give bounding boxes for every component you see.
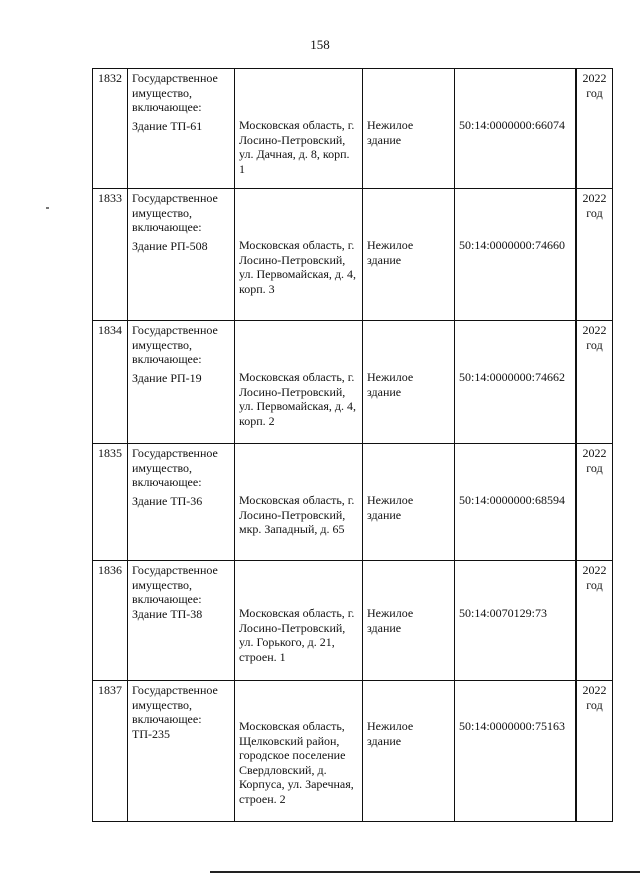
address-text: Московская область, Щелковский район, городское поселение Свердловский, д. Корпуса, ул. Заречная, строен. 2 <box>239 719 354 806</box>
table-row <box>93 561 613 681</box>
property-name-cell <box>128 69 235 189</box>
address-cell <box>235 681 363 822</box>
type-cell <box>363 69 455 189</box>
object-type: Нежилое здание <box>367 719 414 748</box>
cadastral-number: 50:14:0000000:74660 <box>459 238 566 252</box>
cadastral-cell <box>455 561 576 681</box>
object-name: Здание ТП-38 <box>132 606 203 621</box>
cadastral-number: 50:14:0000000:68594 <box>459 493 566 507</box>
address-text: Московская область, г. Лосино-Петровский, ул. Первомайская, д. 4, корп. 3 <box>239 238 356 296</box>
cadastral-cell <box>455 69 576 189</box>
owner-label: Государственное имущество, включающее: <box>132 446 218 489</box>
property-name-cell <box>128 681 235 822</box>
address-cell <box>235 561 363 681</box>
property-name-cell <box>128 561 235 681</box>
object-type: Нежилое здание <box>367 606 414 635</box>
table-row <box>93 189 613 321</box>
row-number: 1836 <box>93 561 128 681</box>
year-cell: 2022 год <box>577 321 613 444</box>
object-name: ТП-235 <box>132 726 170 741</box>
address-cell <box>235 69 363 189</box>
row-number: 1832 <box>93 69 128 189</box>
object-type: Нежилое здание <box>367 493 414 522</box>
property-registry-table <box>92 68 613 822</box>
object-type: Нежилое здание <box>367 370 414 399</box>
type-cell <box>363 561 455 681</box>
cadastral-number: 50:14:0000000:66074 <box>459 118 566 132</box>
object-name: Здание РП-508 <box>132 238 208 253</box>
year-cell: 2022 год <box>577 444 613 561</box>
address-text: Московская область, г. Лосино-Петровский, ул. Первомайская, д. 4, корп. 2 <box>239 370 356 428</box>
page-number: 158 <box>310 37 330 52</box>
cadastral-number: 50:14:0070129:73 <box>459 606 548 620</box>
object-name: Здание ТП-61 <box>132 118 203 133</box>
address-text: Московская область, г. Лосино-Петровский, мкр. Западный, д. 65 <box>239 493 355 536</box>
scan-artifact <box>46 207 49 209</box>
table-row <box>93 69 613 189</box>
cadastral-cell <box>455 681 576 822</box>
property-name-cell <box>128 444 235 561</box>
type-cell <box>363 321 455 444</box>
property-name-cell <box>128 321 235 444</box>
object-type: Нежилое здание <box>367 238 414 267</box>
owner-label: Государственное имущество, включающее: <box>132 191 218 234</box>
cadastral-cell <box>455 444 576 561</box>
object-type: Нежилое здание <box>367 118 414 147</box>
address-cell <box>235 444 363 561</box>
row-number: 1837 <box>93 681 128 822</box>
owner-label: Государственное имущество, включающее: <box>132 323 218 366</box>
cadastral-cell <box>455 321 576 444</box>
table-row <box>93 444 613 561</box>
object-name: Здание ТП-36 <box>132 493 203 508</box>
row-number: 1835 <box>93 444 128 561</box>
bottom-rule <box>210 871 640 873</box>
table-row <box>93 681 613 822</box>
address-text: Московская область, г. Лосино-Петровский, ул. Горького, д. 21, строен. 1 <box>239 606 355 664</box>
address-cell <box>235 189 363 321</box>
year-cell: 2022 год <box>577 681 613 822</box>
address-text: Московская область, г. Лосино-Петровский, ул. Дачная, д. 8, корп. 1 <box>239 118 355 176</box>
row-number: 1833 <box>93 189 128 321</box>
type-cell <box>363 444 455 561</box>
address-cell <box>235 321 363 444</box>
cadastral-number: 50:14:0000000:75163 <box>459 719 566 733</box>
type-cell <box>363 681 455 822</box>
row-number: 1834 <box>93 321 128 444</box>
cadastral-cell <box>455 189 576 321</box>
owner-label: Государственное имущество, включающее: <box>132 71 218 114</box>
year-cell: 2022 год <box>577 189 613 321</box>
type-cell <box>363 189 455 321</box>
owner-label: Государственное имущество, включающее: <box>132 563 218 606</box>
object-name: Здание РП-19 <box>132 370 202 385</box>
property-name-cell <box>128 189 235 321</box>
table-row <box>93 321 613 444</box>
year-cell: 2022 год <box>577 561 613 681</box>
cadastral-number: 50:14:0000000:74662 <box>459 370 566 384</box>
year-cell: 2022 год <box>577 69 613 189</box>
owner-label: Государственное имущество, включающее: <box>132 683 218 726</box>
